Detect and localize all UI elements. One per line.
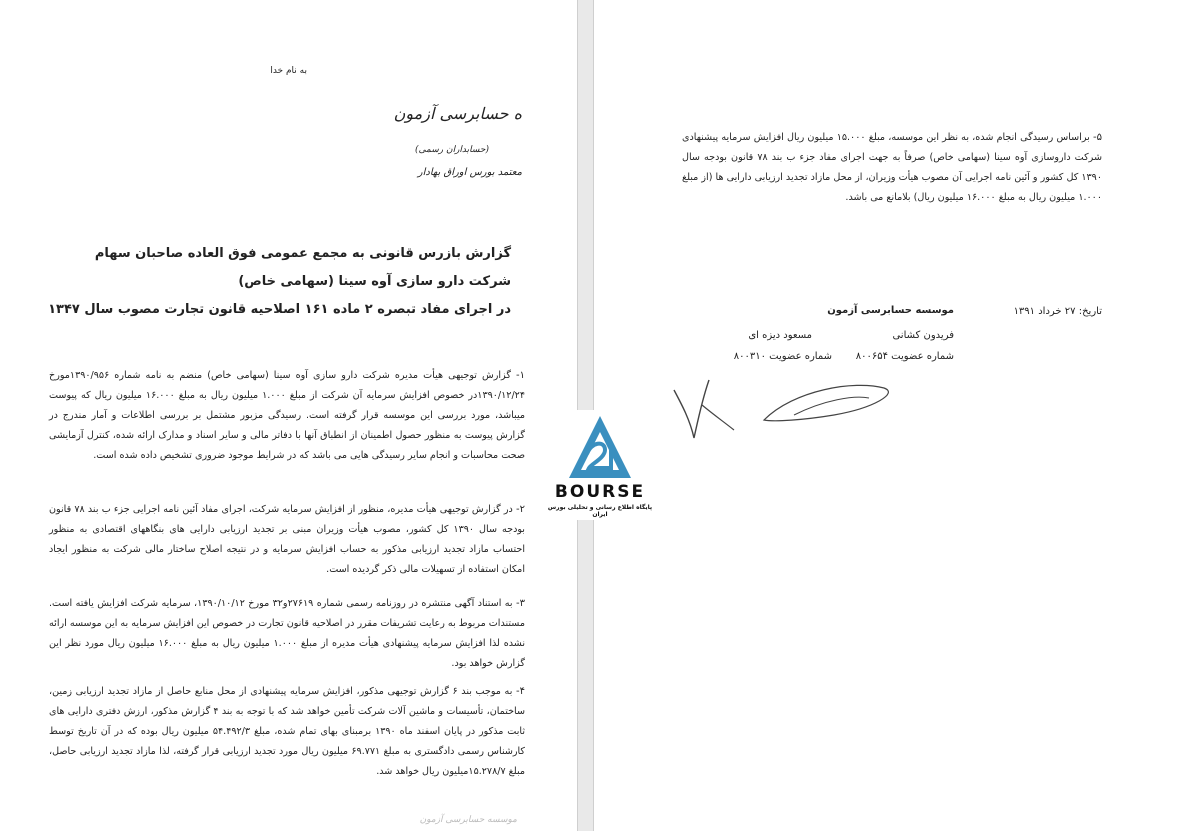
handwritten-signatures: [654, 360, 914, 450]
signer-1-membership: شماره عضویت ۸۰۰۶۵۴: [855, 351, 954, 362]
paragraph-2-number: ۲-: [516, 504, 526, 515]
bourse24-triangle-icon: [565, 412, 635, 482]
bourse-tagline: پایگاه اطلاع رسانی و تحلیلی بورس ایران: [547, 504, 653, 518]
bismillah-text: به نام خدا: [270, 66, 307, 76]
bourse24-watermark: [545, 410, 655, 520]
paragraph-3: [49, 594, 525, 674]
signer-2-name: مسعود دیزه ای: [748, 330, 812, 341]
report-title-line2: شرکت دارو سازی آوه سینا (سهامی خاص): [238, 274, 511, 289]
paragraph-2-text: در گزارش توجیهی هیأت مدیره، منظور از افزایش سرمایه شرکت، اجرای مفاد آئین نامه اجرایی جزء ب بند ۷۸ قانون بودجه سال ۱۳۹۰ کل کشور، مصوب هیأت وزیران مبنی بر تجدید ارزیابی دارایی های بنگاههای اقتصادی به منظور احتساب مازاد تجدید ارزیابی مذکور به حساب افزایش سرمایه و در نتیجه اصلاح ساختار مالی شرکت به منظور ایجاد امکان استفاده از تسهیلات مالی ذکر گردیده است.: [49, 504, 525, 575]
signer-1-name: فریدون کشانی: [892, 330, 954, 341]
paragraph-1: [49, 366, 525, 466]
paragraph-1-number: ۱-: [516, 370, 525, 381]
report-page-left: [0, 0, 578, 831]
paragraph-3-number: ۳-: [516, 598, 525, 609]
firm-logo-subtitle: (حسابداران رسمی): [415, 145, 489, 155]
paragraph-2: [49, 500, 525, 580]
firm-name-signature: موسسه حسابرسی آزمون: [827, 305, 954, 316]
paragraph-5-number: ۵-: [1093, 132, 1102, 143]
paragraph-4: [49, 682, 525, 782]
footer-faint-stamp: موسسه حسابرسی آزمون: [419, 815, 517, 825]
paragraph-1-text: گزارش توجیهی هیأت مدیره شرکت دارو سازی آوه سینا (سهامی خاص) منضم به نامه شماره ۱۳۹۰/۹۵۶مورخ ۱۳۹۰/۱۲/۲۴در خصوص افزایش سرمایه آن شرکت از مبلغ ۱.۰۰۰ میلیون ریال به مبلغ ۱۶.۰۰۰ میلیون ریال که پیوست میباشد، مورد بررسی این موسسه قرار گرفته است. رسیدگی مزبور مشتمل بر بررسی اطلاعات و آمار مندرج در گزارش پیوست به منظور حصول اطمینان از انطباق آنها با دفاتر مالی و سایر اسناد و مدارک ارائه شده، کنترل آزمایشی صحت محاسبات و انجام سایر رسیدگی هایی می باشد که در شرایط موجود ضروری تشخیص داده شده است.: [49, 370, 525, 461]
report-date: تاریخ: ۲۷ خرداد ۱۳۹۱: [1013, 306, 1102, 317]
report-title-line1: گزارش بازرس قانونی به مجمع عمومی فوق العاده صاحبان سهام: [94, 246, 511, 261]
firm-logo-trust: معتمد بورس اوراق بهادار: [417, 167, 522, 178]
report-title-line3: در اجرای مفاد تبصره ۲ ماده ۱۶۱ اصلاحیه قانون تجارت مصوب سال ۱۳۴۷: [48, 302, 511, 317]
paragraph-3-text: به استناد آگهی منتشره در روزنامه رسمی شماره ۲۷۶۱۹و۳۲ مورخ ۱۳۹۰/۱۰/۱۲، سرمایه شرکت افزایش یافته است. مستندات مربوط به رعایت تشریفات مقرر در اصلاحیه قانون تجارت در خصوص این افزایش سرمایه به این موسسه ارائه نشده لذا افزایش سرمایه پیشنهادی هیأت مدیره از مبلغ ۱.۰۰۰ میلیون ریال به مبلغ ۱۶.۰۰۰ میلیون ریال مورد نظر این گزارش خواهد بود.: [49, 598, 525, 669]
paragraph-4-text: به موجب بند ۶ گزارش توجیهی مذکور، افزایش سرمایه پیشنهادی از محل منابع حاصل از مازاد تجدید ارزیابی زمین، ساختمان، تأسیسات و ماشین آلات شرکت تأمین خواهد شد که با توجه به بند ۴ گزارش مذکور، ارزش دفتری دارایی های ثابت مذکور در پایان اسفند ماه ۱۳۹۰ برمبنای بهای تمام شده، مبلغ ۵۴.۴۹۲/۳ میلیون ریال بوده که در آن تاریخ توسط کارشناس رسمی دادگستری به مبلغ ۶۹.۷۷۱ میلیون ریال مورد تجدید ارزیابی قرار گرفته، لذا مازاد تجدید ارزیابی حاصل، مبلغ ۱۵.۲۷۸/۷میلیون ریال خواهد شد.: [49, 686, 526, 777]
report-page-right: [593, 0, 1187, 831]
paragraph-4-number: ۴-: [516, 686, 525, 697]
signer-2-membership: شماره عضویت ۸۰۰۳۱۰: [733, 351, 832, 362]
firm-logo-name: ه حسابرسی آزمون: [393, 104, 522, 123]
paragraph-5: [682, 128, 1102, 208]
bourse-brand-text: BOURSE: [554, 482, 646, 502]
paragraph-5-text: براساس رسیدگی انجام شده، به نظر این موسسه، مبلغ ۱۵.۰۰۰ میلیون ریال افزایش سرمایه پیشنهادی شرکت داروسازی آوه سینا (سهامی خاص) صرفاً به جهت اجرای مفاد جزء ب بند ۷۸ قانون بودجه سال ۱۳۹۰ کل کشور و آئین نامه اجرایی آن مصوب هیأت وزیران، از محل مازاد تجدید ارزیابی دارایی ها (از مبلغ ۱.۰۰۰ میلیون ریال به مبلغ ۱۶.۰۰۰ میلیون ریال) بلامانع می باشد.: [682, 132, 1102, 203]
